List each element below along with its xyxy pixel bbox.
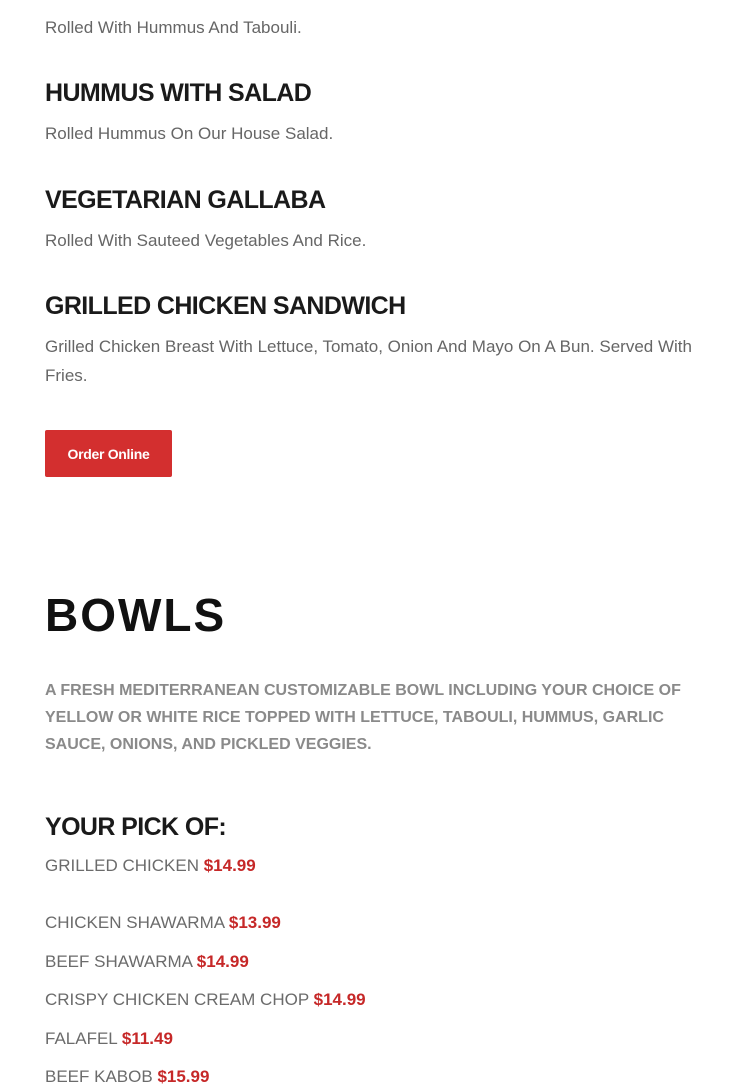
pick-item-name: BEEF SHAWARMA: [45, 952, 193, 971]
bowls-description: A FRESH MEDITERRANEAN CUSTOMIZABLE BOWL INCLUDING YOUR CHOICE OF YELLOW OR WHITE RICE TOPPED WITH LETTUCE, TABOULI, HUMMUS, GARLIC SAUCE, ONIONS, AND PICKLED VEGGIES.: [45, 682, 681, 753]
pick-item-name: FALAFEL: [45, 1029, 118, 1048]
menu-item-description: Grilled Chicken Breast With Lettuce, Tomato, Onion And Mayo On A Bun. Served With Fries.: [45, 337, 692, 385]
pick-item-price: $14.99: [313, 990, 366, 1009]
pick-item: [45, 913, 281, 933]
menu-item-description: Rolled With Hummus And Tabouli.: [45, 18, 302, 37]
pick-item-name: CRISPY CHICKEN CREAM CHOP: [45, 990, 309, 1009]
pick-item: [45, 952, 249, 972]
pick-item: [45, 990, 366, 1010]
menu-item-title: GRILLED CHICKEN SANDWICH: [45, 292, 406, 320]
pick-item-price: $11.49: [121, 1029, 173, 1048]
menu-item-title: VEGETARIAN GALLABA: [45, 186, 326, 214]
pick-item-price: $14.99: [203, 856, 256, 875]
menu-item-description: Rolled Hummus On Our House Salad.: [45, 124, 334, 143]
pick-item: [45, 1029, 173, 1049]
pick-item: [45, 856, 256, 876]
menu-item-description: Rolled With Sauteed Vegetables And Rice.: [45, 231, 367, 250]
pick-item-name: GRILLED CHICKEN: [45, 856, 199, 875]
pick-item-price: $13.99: [228, 913, 281, 932]
pick-item-name: CHICKEN SHAWARMA: [45, 913, 225, 932]
bowls-section-title: BOWLS: [45, 589, 227, 641]
pick-heading: YOUR PICK OF:: [45, 813, 227, 841]
pick-item-price: $15.99: [157, 1067, 210, 1086]
pick-item: [45, 1067, 209, 1087]
pick-item-price: $14.99: [196, 952, 249, 971]
menu-item-title: HUMMUS WITH SALAD: [45, 79, 312, 107]
order-online-button[interactable]: Order Online: [45, 430, 172, 477]
pick-item-name: BEEF KABOB: [45, 1067, 153, 1086]
